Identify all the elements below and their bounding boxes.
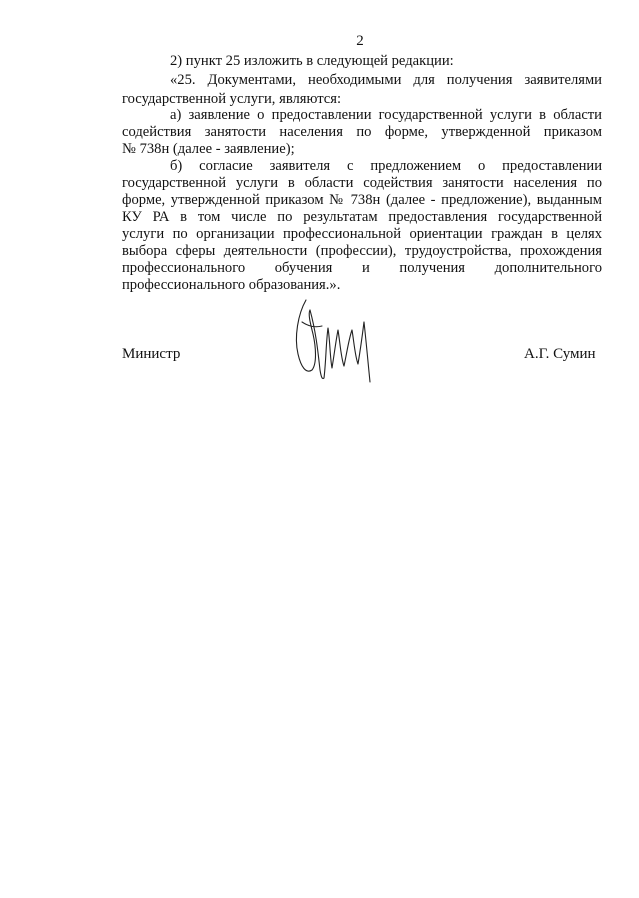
text-line: государственной услуги, являются: (122, 91, 342, 107)
text-line: 2) пункт 25 изложить в следующей редакции: (170, 53, 454, 69)
position-title: Министр (122, 346, 181, 362)
text-line: содействия занятости населения по форме, утвержденной приказом (122, 124, 602, 140)
text-line: «25. Документами, необходимыми для получения заявителями (170, 72, 602, 88)
page-number: 2 (356, 33, 364, 49)
text-line: услуги по организации профессиональной ориентации граждан в целях (122, 226, 602, 242)
text-line: профессионального обучения и получения дополнительного (122, 260, 602, 276)
text-line: государственной услуги в области содействия занятости населения по (122, 175, 602, 191)
text-line: б) согласие заявителя с предложением о предоставлении (170, 158, 602, 174)
signature (286, 292, 386, 392)
text-line: КУ РА в том числе по результатам предоставления государственной (122, 209, 602, 225)
text-line: форме, утвержденной приказом № 738н (далее - предложение), выданным (122, 192, 602, 208)
text-line: а) заявление о предоставлении государственной услуги в области (170, 107, 602, 123)
signatory-name: А.Г. Сумин (524, 346, 596, 362)
text-line: выбора сферы деятельности (профессии), трудоустройства, прохождения (122, 243, 602, 259)
text-line: № 738н (далее - заявление); (122, 141, 295, 157)
text-line: профессионального образования.». (122, 277, 341, 293)
